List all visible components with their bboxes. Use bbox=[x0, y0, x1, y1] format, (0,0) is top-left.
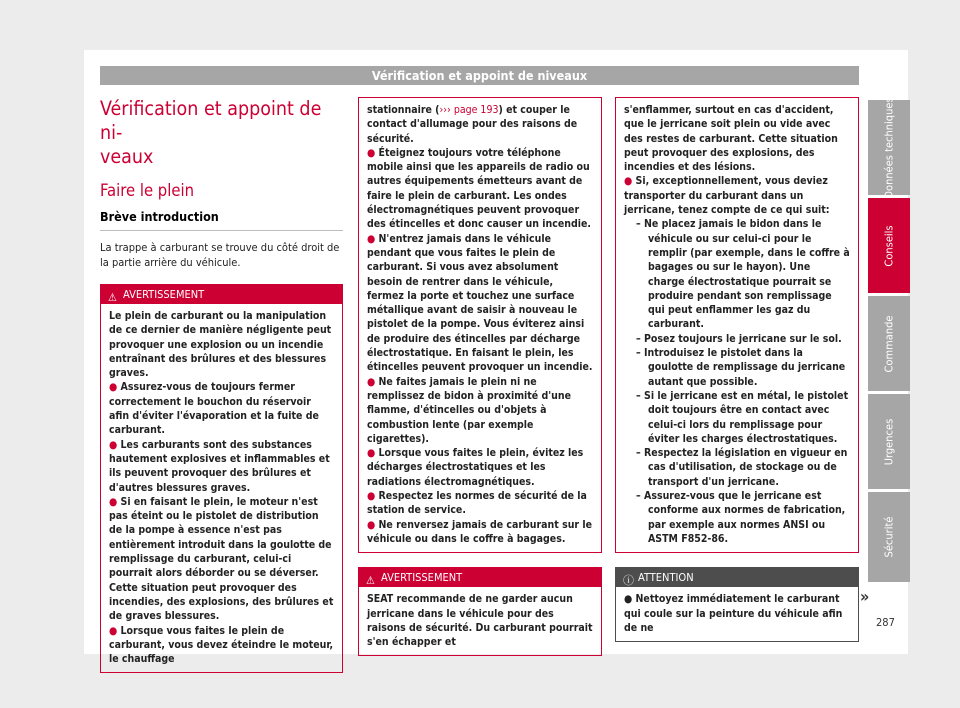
dash-item: – Ne placez jamais le bidon dans le véhicule ou sur celui-ci pour le remplir (par exemple, dans le coffre à bagages ou sur le hayon). Une charge électrostatique pourrait se produire pendant son remplissage qui peut enflammer les gaz du carburant. bbox=[636, 218, 850, 331]
warning-text: SEAT recommande de ne garder aucun jerricane dans le véhicule pour des raisons de sécurité. Du carburant pourrait s'en échapper et bbox=[367, 593, 593, 649]
warning-item: ● N'entrez jamais dans le véhicule pendant que vous faites le plein de carburant. Si vous avez absolument besoin de rentrer dans le véhicule, fermez la porte et touchez une surface métallique avant de saisir à nouveau le pistolet de la pompe. Vous éviterez ainsi de produire des étincelles par décharge électrostatique. En faisant le plein, les étincelles peuvent provoquer un incendie. bbox=[367, 232, 593, 374]
warning-body bbox=[101, 304, 342, 672]
tab-conseils[interactable]: Conseils bbox=[868, 198, 910, 293]
warning-item: ● Respectez les normes de sécurité de la station de service. bbox=[367, 490, 587, 517]
info-circle-icon: ⓘ bbox=[623, 574, 634, 588]
warning-triangle-icon: ⚠ bbox=[366, 574, 375, 588]
warning-box-2 bbox=[358, 567, 602, 656]
warning-continuation: s'enflammer, surtout en cas d'accident, que le jerricane soit plein ou vide avec des restes de carburant. Cette situation peut provoquer des explosions, des incendies et des lésions. bbox=[624, 104, 838, 174]
dash-item: – Si le jerricane est en métal, le pistolet doit toujours être en contact avec celui-ci lors du remplissage pour éviter les charges électrostatiques. bbox=[636, 389, 849, 445]
warning-triangle-icon: ⚠ bbox=[108, 291, 117, 304]
section-heading: Brève introduction bbox=[100, 209, 343, 231]
attention-item: ● Nettoyez immédiatement le carburant qui coule sur la peinture du véhicule afin de ne bbox=[624, 593, 843, 634]
bullet-icon: ● bbox=[624, 593, 636, 606]
warning-title: ⚠ AVERTISSEMENT bbox=[101, 285, 342, 304]
page-number: 287 bbox=[876, 616, 895, 629]
bullet-icon: ● bbox=[109, 495, 121, 508]
attention-title: ⓘ ATTENTION bbox=[616, 568, 858, 587]
bullet-icon: ● bbox=[109, 624, 121, 637]
bullet-icon: ● bbox=[109, 381, 121, 394]
warning-item: ● Si, exceptionnellement, vous deviez transporter du carburant dans un jerricane, tenez compte de ce qui suit: bbox=[624, 175, 830, 217]
tab-donnees-techniques[interactable]: Données techniques bbox=[868, 100, 910, 195]
warning-item: ● Ne renversez jamais de carburant sur le véhicule ou dans le coffre à bagages. bbox=[367, 518, 593, 545]
attention-body bbox=[616, 587, 858, 641]
dash-item: – Introduisez le pistolet dans la goulotte de remplissage du jerricane autant que possible. bbox=[636, 347, 846, 388]
warning-item: ● Lorsque vous faites le plein de carburant, vous devez éteindre le moteur, le chauffage bbox=[109, 624, 334, 666]
warning-body-continued bbox=[359, 98, 601, 552]
intro-text: La trappe à carburant se trouve du côté droit de la partie arrière du véhicule. bbox=[100, 241, 340, 269]
dash-item: – Respectez la législation en vigueur en cas d'utilisation, de stockage ou de transport d'un jerricane. bbox=[636, 447, 848, 488]
warning-lead: Le plein de carburant ou la manipulation de ce dernier de manière négligente peut provoquer une explosion ou un incendie entraînant des brûlures et des blessures graves. bbox=[109, 310, 332, 380]
bullet-icon: ● bbox=[367, 490, 379, 503]
warning-item: ● Assurez-vous de toujours fermer correctement le bouchon du réservoir afin d'éviter l'évaporation et la fuite de carburant. bbox=[109, 381, 319, 437]
bullet-icon: ● bbox=[367, 375, 379, 388]
tab-urgences[interactable]: Urgences bbox=[868, 394, 910, 489]
warning-item: ● Lorsque vous faites le plein, évitez les décharges électrostatiques et les radiations électromagnétiques. bbox=[367, 447, 584, 488]
warning-box-1-continued bbox=[358, 97, 602, 553]
page-title: Vérification et appoint de ni- veaux bbox=[100, 97, 322, 168]
warning-box-1 bbox=[100, 284, 343, 673]
warning-title: ⚠ AVERTISSEMENT bbox=[359, 568, 601, 587]
column-2 bbox=[358, 97, 602, 656]
page-reference-link[interactable]: ››› page 193 bbox=[439, 104, 499, 116]
warning-body bbox=[359, 587, 601, 655]
bullet-icon: ● bbox=[624, 175, 636, 188]
bullet-icon: ● bbox=[367, 447, 379, 460]
warning-item: ● Les carburants sont des substances hautement explosives et inflammables et ils peuvent provoquer des brûlures et d'autres blessures graves. bbox=[109, 438, 330, 494]
double-chevron-right-icon: » bbox=[860, 587, 870, 606]
bullet-icon: ● bbox=[367, 146, 379, 159]
tab-commande[interactable]: Commande bbox=[868, 296, 910, 391]
warning-item: ● Éteignez toujours votre téléphone mobile ainsi que les appareils de radio ou autres équipements émetteurs avant de faire le plein de carburant. Les ondes électromagnétiques peuvent provoquer des étincelles et donc causer un incendie. bbox=[367, 146, 591, 231]
bullet-icon: ● bbox=[367, 518, 379, 531]
dash-item: – Assurez-vous que le jerricane est conforme aux normes de fabrication, par exemple aux normes ANSI ou ASTM F852-86. bbox=[636, 490, 846, 545]
warning-item: ● Ne faites jamais le plein ni ne remplissez de bidon à proximité d'une flamme, d'étincelles ou d'objets à combustion lente (par exemple cigarettes). bbox=[367, 375, 572, 445]
bullet-icon: ● bbox=[367, 232, 379, 245]
warning-item: ● Si en faisant le plein, le moteur n'est pas éteint ou le pistolet de distribution de la pompe à essence n'est pas entièrement introduit dans la goulotte de remplissage du carburant, celui-ci pourrait alors déborder ou se déverser. Cette situation peut provoquer des incendies, des explosions, des brûlures et de graves blessures. bbox=[109, 495, 334, 623]
column-1 bbox=[100, 97, 343, 673]
attention-box bbox=[615, 567, 859, 642]
warning-continuation: stationnaire (››› page 193) et couper le contact d'allumage pour des raisons de sécurité. bbox=[367, 104, 578, 145]
tab-securite[interactable]: Sécurité bbox=[868, 492, 910, 582]
warning-box-2-continued bbox=[615, 97, 859, 553]
warning-body-continued bbox=[616, 98, 858, 552]
running-header: Vérification et appoint de niveaux bbox=[100, 66, 859, 85]
bullet-icon: ● bbox=[109, 438, 121, 451]
dash-item: – Posez toujours le jerricane sur le sol. bbox=[636, 332, 842, 345]
subtitle: Faire le plein bbox=[100, 181, 195, 200]
column-3 bbox=[615, 97, 859, 642]
